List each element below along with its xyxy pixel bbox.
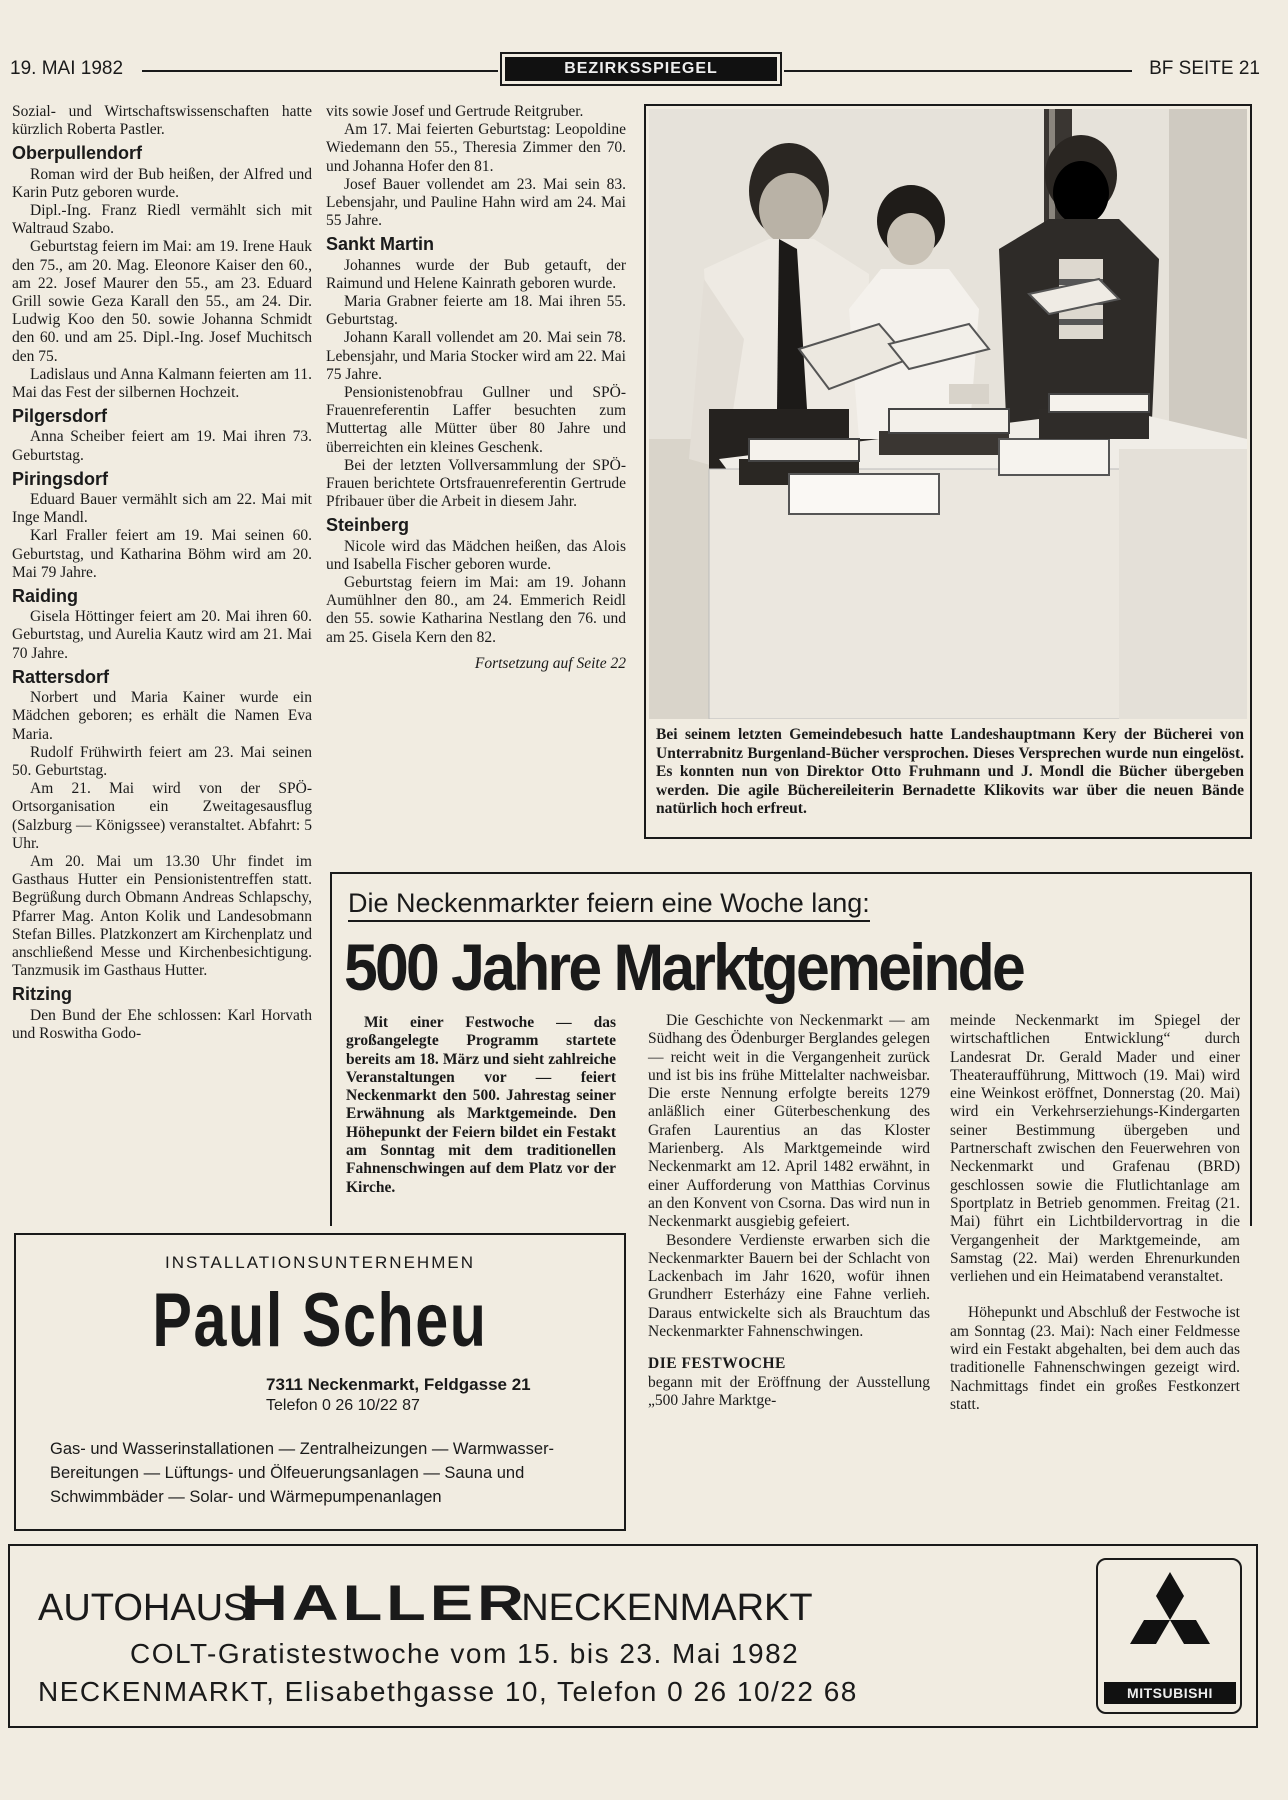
three-diamonds-icon [1120,1570,1220,1674]
town-heading-raiding: Raiding [12,586,78,607]
column-local-news-1 [12,103,312,1043]
article-text: Die Geschichte von Neckenmarkt — am Südhang des Ödenburger Berglandes gelegen — reicht weit in die Vergangenheit zurück und ist bis ins frühe Mittelalter nachweisbar. Die erste Nennung erfolgte bereits 1279 anläßlich einer Güterbeschenkung des Grafen Laurentius an das Kloster Marienberg. Als Marktgemeinde wird Neckenmarkt am 12. April 1482 erwähnt, in einer Aufforderung von Matthias Corvinus an den Konvent von Csorna. Das wird nun in Neckenmarkt ausgiebig gefeiert. [648,1012,930,1231]
town-heading-piringsdorf: Piringsdorf [12,468,109,489]
feature-column-2 [648,1012,930,1410]
photo-library-book-handover [649,109,1247,719]
town-heading-rattersdorf: Rattersdorf [12,666,110,687]
article-text: Höhepunkt und Abschluß der Festwoche ist am Sonntag (23. Mai): Nach einer Feldmesse wird ein Festakt abgehalten, bei dem auch das traditionelle Fahnenschwingen gezeigt wird. Nachmittags findet ein großes Festkonzert statt. [950,1304,1240,1413]
photo-caption: Bei seinem letzten Gemeindebesuch hatte Landeshauptmann Kery der Bücherei von Unterrabnitz Burgenland-Bücher versprochen. Dieses Versprechen wurde nun eingelöst. Es konnten nun von Direktor Otto Fruhmann und J. Mondl die Bücher übergeben werden. Die agile Büchereileiterin Bernadette Klikovits war über die neuen Bände natürlich hoch erfreut. [656,726,1244,817]
issue-date: 19. MAI 1982 [10,58,124,79]
ad-haller-location: NECKENMARKT [521,1587,813,1629]
ad-haller-pre: AUTOHAUS [38,1587,249,1629]
feature-column-3 [950,1012,1240,1414]
article-text: Ladislaus und Anna Kalmann feierten am 11. Mai das Fest der silbernen Hochzeit. [12,365,312,402]
article-text: Pensionistenobfrau Gullner und SPÖ-Frauenreferentin Laffer besuchten zum Muttertag alle Mütter über 80 Jahre und überreichten ein kleines Geschenk. [326,384,626,456]
photo-with-caption [644,104,1252,839]
section-title-box [500,52,782,86]
ad-address: 7311 Neckenmarkt, Feldgasse 21 [266,1375,531,1394]
article-text: Am 17. Mai feierten Geburtstag: Leopoldine Wiedemann den 55., Theresia Zimmer den 70. und Johanna Hofer den 81. [326,121,626,175]
town-heading-ritzing: Ritzing [12,984,72,1005]
article-text: Besondere Verdienste erwarben sich die Neckenmarkter Bauern bei der Schlacht von Lackenbach im Jahr 1620, wofür ihnen Grundherr Esterházy eine Fahne verlieh. Daraus entwickelte sich als Brauchtum das Neckenmarkter Fahnenschwingen. [648,1231,930,1341]
mitsubishi-wordmark: MITSUBISHI [1104,1682,1236,1704]
column-local-news-2 [326,103,626,673]
ad-phone: Telefon 0 26 10/22 87 [266,1397,420,1414]
section-title: BEZIRKSSPIEGEL [505,57,777,81]
feature-kicker: Die Neckenmarkter feiern eine Woche lang: [348,888,870,922]
page-number: BF SEITE 21 [1149,58,1260,79]
article-text: meinde Neckenmarkt im Spiegel der wirtschaftlichen Entwicklung“ durch Landesrat Dr. Gerald Mader und einer Theateraufführung, Mittwoch (19. Mai) wird eine Weinkost eröffnet, Donnerstag (20. Mai) wird ein Verkehrserziehungs-Kindergarten seiner Bestimmung übergeben und Partnerschaft zwischen den Feuerwehren von Neckenmarkt und Grafenau (BRD) geschlossen sowie die Flutlichtanlage am Sportplatz in Betrieb genommen. Freitag (21. Mai) führt ein Lichtbildervortrag in die Vergangenheit der Marktgemeinde, am Samstag (22. Mai) werden Ehrenurkunden verliehen und ein Heimatabend veranstaltet. [950,1012,1240,1286]
ad-services: Gas- und Wasserinstallationen — Zentralheizungen — Warmwasser-Bereitungen — Lüftungs- und Ölfeuerungsanlagen — Sauna und Schwimmbäder — Solar- und Wärmepumpenanlagen [50,1440,555,1506]
article-text: Eduard Bauer vermählt sich am 22. Mai mit Inge Mandl. [12,491,312,527]
town-heading-oberpullendorf: Oberpullendorf [12,143,142,164]
article-text: Bei der letzten Vollversammlung der SPÖ-Frauen berichtete Ortsfrauenreferentin Gertrude Pfribauer über die Arbeit in diesem Jahr. [326,456,626,511]
feature-headline: 500 Jahre Marktgemeinde [344,930,1024,1004]
article-text: Dipl.-Ing. Franz Riedl vermählt sich mit Waltraud Szabo. [12,202,312,238]
continuation-note: Fortsetzung auf Seite 22 [474,654,626,672]
article-text: Josef Bauer vollendet am 23. Mai sein 83. Lebensjahr, und Pauline Hahn wird am 24. Mai 55 Jahre. [326,175,626,230]
article-text: Am 20. Mai um 13.30 Uhr findet im Gasthaus Hutter ein Pensionistentreffen statt. Begrüßung durch Obmann Andreas Schlapschy, Pfarrer Mag. Anton Kolik und Landesobmann Stefan Billes. Platzkonzert am Kirchenplatz und anschließend Messe und Kirchenbesichtigung. Tanzmusik im Gasthaus Hutter. [12,852,312,980]
town-heading-sankt-martin: Sankt Martin [326,234,435,255]
article-text: Den Bund der Ehe schlossen: Karl Horvath und Roswitha Godo- [12,1006,312,1042]
subheading-festwoche: DIE FESTWOCHE [648,1355,786,1373]
article-text: Nicole wird das Mädchen heißen, das Alois und Isabella Fischer geboren wurde. [326,537,626,573]
ad-company-name: Paul Scheu [152,1278,488,1363]
article-text: Maria Grabner feierte am 18. Mai ihren 55. Geburtstag. [326,293,626,329]
article-text: Gisela Höttinger feiert am 20. Mai ihren 60. Geburtstag, und Aurelia Kautz wird am 21. Mai 70 Jahre. [12,608,312,662]
header-rule-left [142,70,498,72]
mitsubishi-logo [1096,1558,1242,1714]
ad-haller-title [38,1574,813,1632]
article-text: Norbert und Maria Kainer wurde ein Mädchen geboren; es erhält die Namen Eva Maria. [12,689,312,743]
ad-haller-brand: HALLER [241,1575,529,1631]
page-header [10,52,1260,90]
article-text: begann mit der Eröffnung der Ausstellung „500 Jahre Marktge- [648,1373,930,1409]
ad-category: INSTALLATIONSUNTERNEHMEN [165,1253,475,1272]
ad-haller-address: NECKENMARKT, Elisabethgasse 10, Telefon 0 26 10/22 68 [38,1676,858,1707]
ad-paul-scheu [14,1233,626,1531]
article-text: Am 21. Mai wird von der SPÖ-Ortsorganisation ein Zweitagesausflug (Salzburg — Königssee) veranstaltet. Abfahrt: 5 Uhr. [12,780,312,852]
article-text: Johannes wurde der Bub getauft, der Raimund und Helene Kainrath geboren wurde. [326,256,626,292]
article-text: Rudolf Frühwirth feiert am 23. Mai seinen 50. Geburtstag. [12,743,312,779]
header-rule-right [784,70,1132,72]
article-text: Johann Karall vollendet am 20. Mai sein 78. Lebensjahr, und Maria Stocker wird am 22. Mai 75 Jahre. [326,329,626,383]
lead-text: Mit einer Festwoche — das großangelegte Programm startete bereits am 18. März und sieht zahlreiche Veranstaltungen vor — feiert Neckenmarkt den 500. Jahrestag seiner Erwähnung als Marktgemeinde. Den Höhepunkt der Feiern bildet ein Festakt am Sonntag mit dem traditionellen Fahnenschwingen auf dem Platz vor der Kirche. [346,1014,616,1196]
town-heading-pilgersdorf: Pilgersdorf [12,406,108,427]
ad-autohaus-haller [8,1544,1258,1728]
article-text: Geburtstag feiern im Mai: am 19. Johann Aumühlner den 80., am 24. Emmerich Reidl den 55. sowie Katharina Nestlang den 76. und am 25. Gisela Kern den 82. [326,574,626,646]
article-text: Roman wird der Bub heißen, der Alfred und Karin Putz geboren wurde. [12,165,312,201]
article-text: Sozial- und Wirtschaftswissenschaften hatte kürzlich Roberta Pastler. [12,103,312,139]
article-text: Geburtstag feiern im Mai: am 19. Irene Hauk den 75., am 20. Mag. Eleonore Kaiser den 60., am 22. Josef Maurer den 55., am 23. Eduard Grill sowie Geza Karall den 55., am 24. Dir. Ludwig Koo den 50. sowie Johanna Schmidt den 60. und am 25. Dipl.-Ing. Josef Muchitsch den 75. [12,238,312,365]
article-text: vits sowie Josef und Gertrude Reitgruber. [326,103,584,120]
article-text: Anna Scheiber feiert am 19. Mai ihren 73. Geburtstag. [12,428,312,464]
article-text: Karl Fraller feiert am 19. Mai seinen 60. Geburtstag, und Katharina Böhm wird am 20. Mai 79 Jahre. [12,527,312,581]
feature-lead [346,1014,616,1197]
town-heading-steinberg: Steinberg [326,515,410,536]
ad-haller-offer: COLT-Gratistestwoche vom 15. bis 23. Mai 1982 [130,1638,800,1669]
